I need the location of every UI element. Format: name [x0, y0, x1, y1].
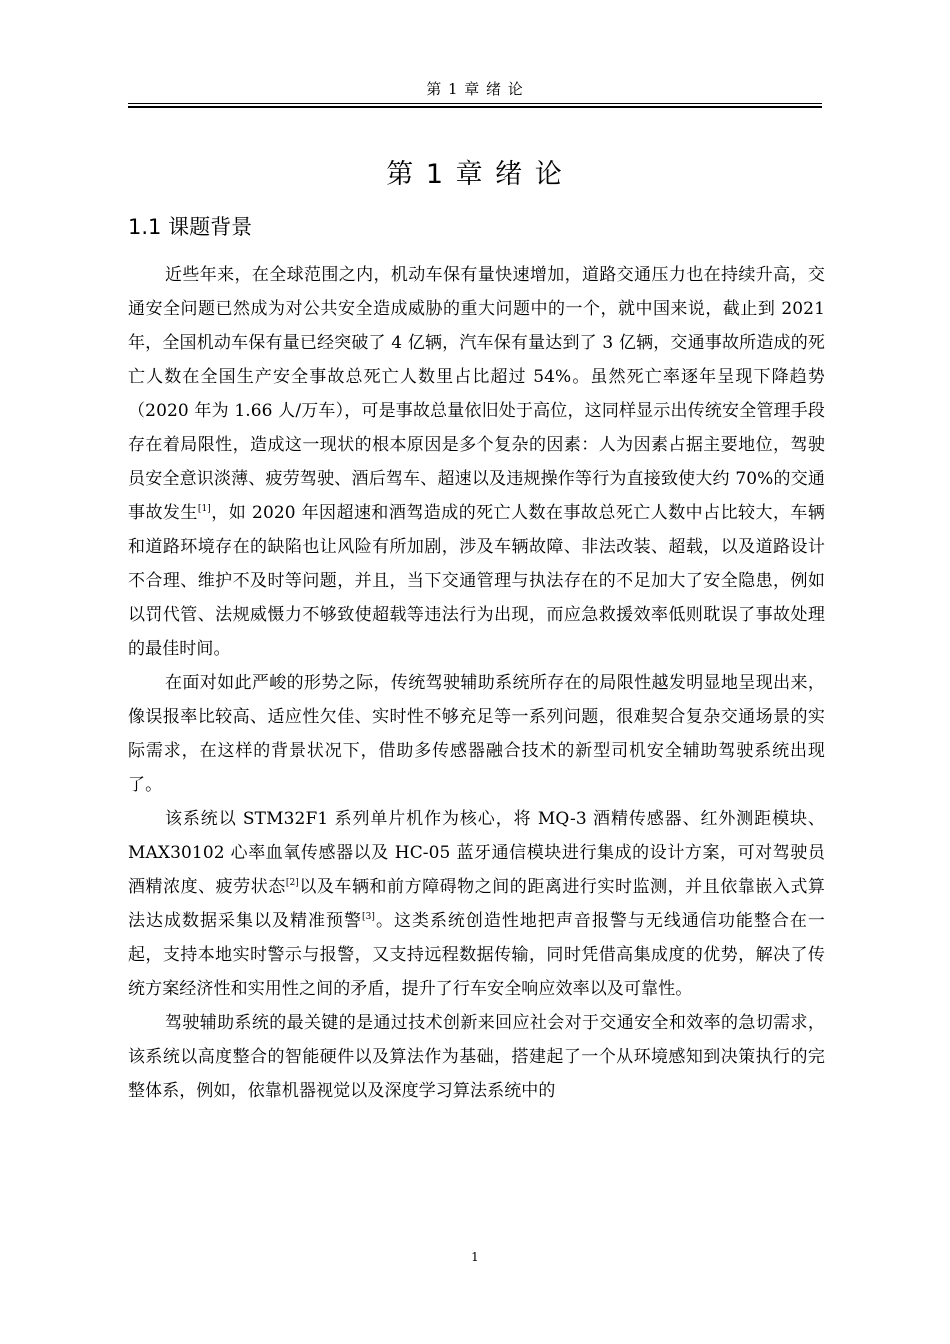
- section-title: 1.1 课题背景: [128, 215, 253, 239]
- body-text: [128, 258, 825, 1108]
- page-number: 1: [471, 1250, 479, 1264]
- paragraph-2: 在面对如此严峻的形势之际，传统驾驶辅助系统所存在的局限性越发明显地呈现出来，像误报率比较高、适应性欠佳、实时性不够充足等一系列问题，很难契合复杂交通场景的实际需求，在这样的背景状况下，借助多传感器融合技术的新型司机安全辅助驾驶系统出现了。: [128, 673, 825, 795]
- chapter-title: 第 1 章 绪 论: [386, 159, 564, 190]
- running-header: 第 1 章 绪 论: [426, 80, 524, 98]
- header-rule-thick: [128, 106, 822, 108]
- paragraph-1-part-1: 近些年来，在全球范围之内，机动车保有量快速增加，道路交通压力也在持续升高，交通安全问题已然成为对公共安全造成威胁的重大问题中的一个，就中国来说，截止到 2021 年，全国机动车保有量已经突破了 4 亿辆，汽车保有量达到了 3 亿辆，交通事故所造成的死亡人数在全国生产安全事故总死亡人数里占比超过 54%。虽然死亡率逐年呈现下降趋势（2020 年为 1.66 人/万车），可是事故总量依旧处于高位，这同样显示出传统安全管理手段存在着局限性，造成这一现状的根本原因是多个复杂的因素：人为因素占据主要地位，驾驶员安全意识淡薄、疲劳驾驶、酒后驾车、超速以及违规操作等行为直接致使大约 70%的交通事故发生: [128, 265, 825, 523]
- citation-1[interactable]: [1]: [197, 504, 211, 514]
- header-rule-thin: [128, 103, 822, 104]
- citation-2[interactable]: [2]: [285, 878, 299, 888]
- citation-3[interactable]: [3]: [361, 912, 376, 922]
- paragraph-1-part-2: ，如 2020 年因超速和酒驾造成的死亡人数在事故总死亡人数中占比较大，车辆和道路环境存在的缺陷也让风险有所加剧，涉及车辆故障、非法改装、超载，以及道路设计不合理、维护不及时等问题，并且，当下交通管理与执法存在的不足加大了安全隐患，例如以罚代管、法规威慑力不够致使超载等违法行为出现，而应急救援效率低则耽误了事故处理的最佳时间。: [128, 503, 825, 659]
- paragraph-3: [128, 802, 825, 1006]
- paragraph-4: 驾驶辅助系统的最关键的是通过技术创新来回应社会对于交通安全和效率的急切需求，该系统以高度整合的智能硬件以及算法作为基础，搭建起了一个从环境感知到决策执行的完整体系，例如，依靠机器视觉以及深度学习算法系统中的: [128, 1013, 825, 1101]
- paragraph-3-part-2: 以及车辆和前方障碍物之间的距离进行实时监测，并且依靠嵌入式算法达成数据采集以及精准预警: [128, 877, 826, 931]
- paragraph-3-part-3: 。这类系统创造性地把声音报警与无线通信功能整合在一起，支持本地实时警示与报警，又支持远程数据传输，同时凭借高集成度的优势，解决了传统方案经济性和实用性之间的矛盾，提升了行车安全响应效率以及可靠性。: [128, 911, 825, 999]
- paragraph-3-part-1: 该系统以 STM32F1 系列单片机作为核心，将 MQ-3 酒精传感器、红外测距模块、MAX30102 心率血氧传感器以及 HC-05 蓝牙通信模块进行集成的设计方案，可对驾驶员酒精浓度、疲劳状态: [128, 809, 825, 897]
- paragraph-1: [128, 258, 825, 666]
